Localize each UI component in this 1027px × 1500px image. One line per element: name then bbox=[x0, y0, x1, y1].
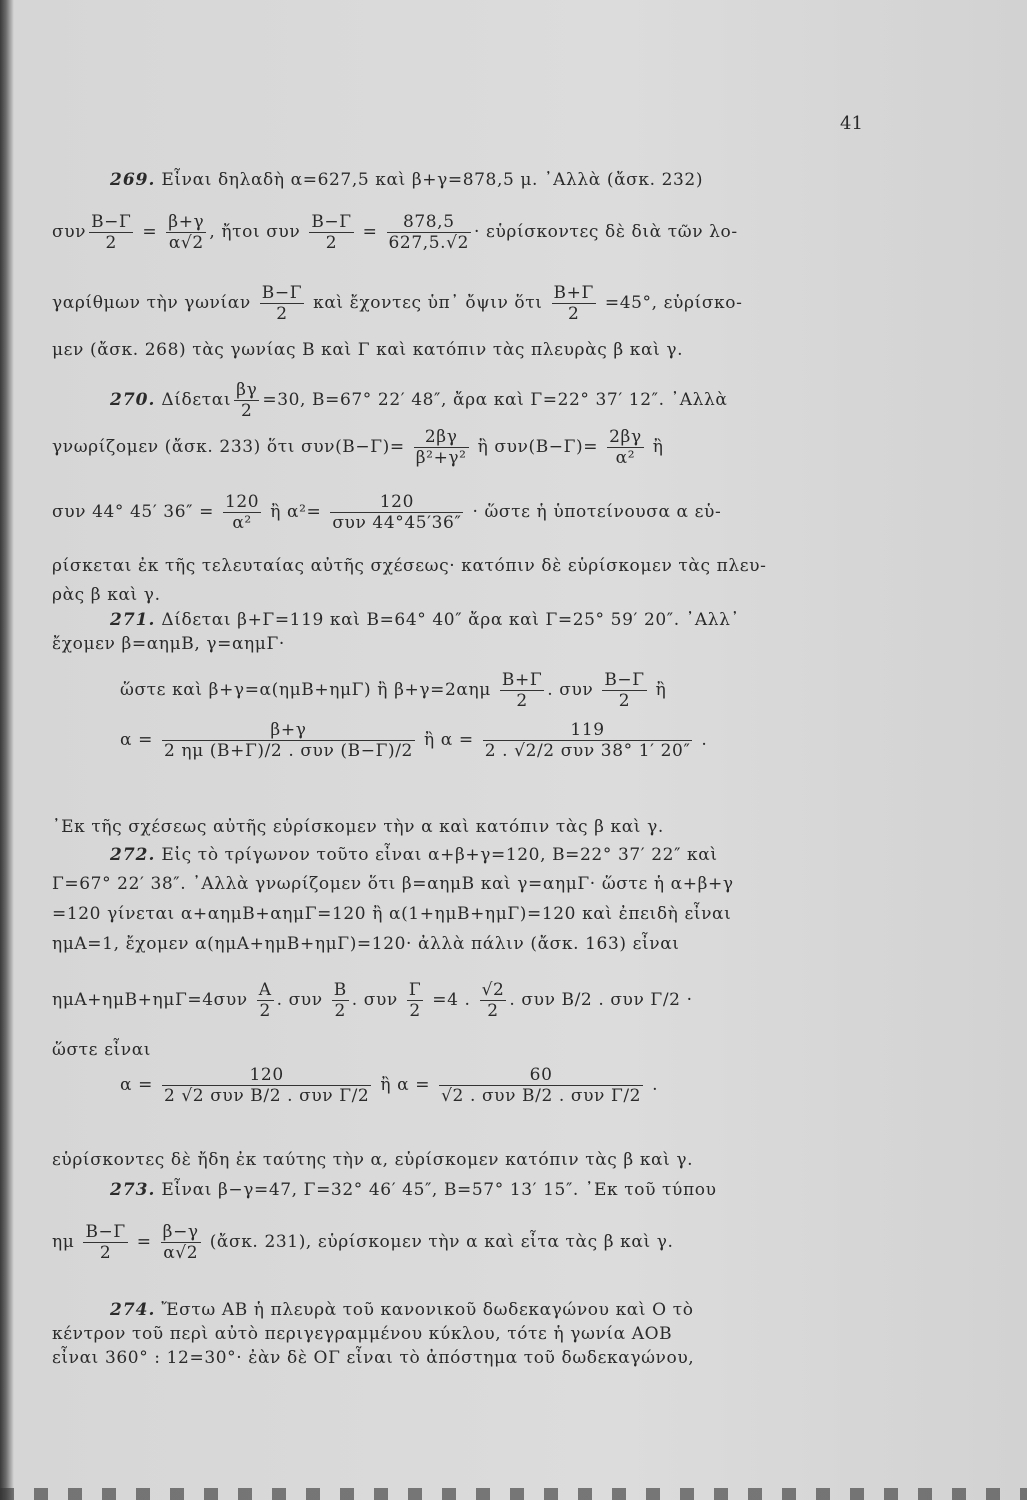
denominator: 2 bbox=[516, 691, 528, 711]
numerator: Β+Γ bbox=[553, 283, 594, 303]
text-line-p273 bbox=[110, 1180, 717, 1200]
fraction bbox=[330, 492, 463, 533]
numerator: Β−Γ bbox=[91, 212, 132, 232]
fraction bbox=[89, 212, 133, 253]
line-text: κέντρον τοῦ περὶ αὐτὸ περιγεγραμμένου κύκλου, τότε ἡ γωνία ΑΟΒ bbox=[52, 1324, 673, 1344]
line-text: = bbox=[136, 222, 164, 242]
line-text: . συν bbox=[547, 680, 600, 700]
fraction bbox=[332, 980, 349, 1021]
fraction bbox=[223, 492, 261, 533]
text-line-l7 bbox=[52, 492, 721, 533]
line-text: = bbox=[130, 1232, 158, 1252]
numerator: Β−Γ bbox=[311, 212, 352, 232]
fraction bbox=[607, 427, 644, 468]
line-text: =45°, εὑρίσκο- bbox=[598, 293, 743, 313]
denominator: 2 ημ (Β+Γ)/2 . συν (Β−Γ)/2 bbox=[163, 741, 413, 761]
numerator: Β−Γ bbox=[261, 283, 303, 303]
fraction bbox=[483, 720, 693, 761]
line-text: . bbox=[695, 730, 708, 750]
text-line-l24 bbox=[52, 1222, 674, 1263]
text-line-l6 bbox=[52, 427, 664, 468]
numerator: β+γ bbox=[168, 212, 205, 232]
line-text: Γ=67° 22′ 38″. ᾿Αλλὰ γνωρίζομεν ὅτι β=αημΒ καὶ γ=αημΓ· ὥστε ἡ α+β+γ bbox=[52, 874, 734, 894]
line-text: α = bbox=[120, 1075, 159, 1095]
line-text: (ἄσκ. 231), εὑρίσκομεν τὴν α καὶ εἶτα τὰς β καὶ γ. bbox=[203, 1232, 674, 1252]
text-line-l4 bbox=[52, 340, 683, 360]
text-line-l16 bbox=[52, 874, 734, 894]
line-text: ρίσκεται ἐκ τῆς τελευταίας αὐτῆς σχέσεως· κατόπιν δὲ εὑρίσκομεν τὰς πλευ- bbox=[52, 556, 767, 576]
numerator: Β bbox=[333, 980, 347, 1000]
numerator: Β−Γ bbox=[604, 670, 645, 690]
text-line-l18 bbox=[52, 934, 680, 954]
line-text: ἔχομεν β=αημΒ, γ=αημΓ· bbox=[52, 634, 285, 654]
line-text: . συν Β/2 . συν Γ/2 · bbox=[509, 990, 693, 1010]
exercise-number: 274. bbox=[110, 1300, 156, 1320]
line-text: ἢ α = bbox=[417, 730, 480, 750]
line-text: μεν (ἄσκ. 268) τὰς γωνίας Β καὶ Γ καὶ κατόπιν τὰς πλευρὰς β καὶ γ. bbox=[52, 340, 684, 360]
fraction bbox=[83, 1222, 127, 1263]
numerator: Α bbox=[258, 980, 272, 1000]
fraction bbox=[552, 283, 596, 324]
exercise-number: 269. bbox=[110, 170, 156, 190]
line-text: Εἶναι δηλαδὴ α=627,5 καὶ β+γ=878,5 μ. ᾿Αλλὰ (ἄσκ. 232) bbox=[155, 170, 704, 190]
line-text: συν 44° 45′ 36″ = bbox=[52, 502, 220, 522]
text-line-l9 bbox=[52, 585, 161, 605]
denominator: β²+γ² bbox=[415, 448, 467, 468]
line-text: . συν bbox=[351, 990, 404, 1010]
numerator: 120 bbox=[224, 492, 260, 512]
text-line-p270 bbox=[110, 380, 727, 421]
text-line-l27 bbox=[52, 1348, 694, 1368]
line-text: ᾿Εκ τῆς σχέσεως αὐτῆς εὑρίσκομεν τὴν α καὶ κατόπιν τὰς β καὶ γ. bbox=[52, 817, 664, 837]
line-text: ημΑ=1, ἔχομεν α(ημΑ+ημΒ+ημΓ)=120· ἀλλὰ πάλιν (ἄσκ. 163) εἶναι bbox=[52, 934, 680, 954]
fraction bbox=[309, 212, 353, 253]
fraction bbox=[387, 212, 472, 253]
text-line-l26 bbox=[52, 1324, 672, 1344]
line-text: Δίδεται β+Γ=119 καὶ Β=64° 40″ ἄρα καὶ Γ=25° 59′ 20″. ᾿Αλλ᾿ bbox=[155, 610, 740, 630]
fraction bbox=[162, 1065, 371, 1106]
denominator: 2 bbox=[487, 1001, 499, 1021]
denominator: 627,5.√2 bbox=[388, 233, 470, 253]
denominator: 2 bbox=[325, 233, 338, 253]
denominator: α√2 bbox=[163, 1243, 199, 1263]
denominator: 2 bbox=[259, 1001, 271, 1021]
line-text: Ἔστω ΑΒ ἡ πλευρὰ τοῦ κανονικοῦ δωδεκαγώνου καὶ Ο τὸ bbox=[155, 1300, 694, 1320]
exercise-number: 273. bbox=[110, 1180, 156, 1200]
line-text: εὑρίσκοντες δὲ ἤδη ἐκ ταύτης τὴν α, εὑρίσκομεν κατόπιν τὰς β καὶ γ. bbox=[52, 1150, 694, 1170]
text-line-l19 bbox=[52, 980, 693, 1021]
numerator: Β−Γ bbox=[85, 1222, 126, 1242]
text-line-l17 bbox=[52, 904, 731, 924]
line-text: εἶναι 360° : 12=30°· ἐὰν δὲ ΟΓ εἶναι τὸ ἀπόστημα τοῦ δωδεκαγώνου, bbox=[52, 1348, 695, 1368]
fraction bbox=[260, 283, 304, 324]
line-text: , ἤτοι συν bbox=[209, 222, 307, 242]
fraction bbox=[602, 670, 646, 711]
denominator: 2 bbox=[409, 1001, 421, 1021]
numerator: √2 bbox=[481, 980, 505, 1000]
line-text: =120 γίνεται α+αημΒ+αημΓ=120 ἢ α(1+ημΒ+ημΓ)=120 καὶ ἐπειδὴ εἶναι bbox=[52, 904, 732, 924]
denominator: 2 bbox=[618, 691, 631, 711]
fraction bbox=[166, 212, 206, 253]
text-line-l8 bbox=[52, 556, 766, 576]
text-line-p274 bbox=[110, 1300, 694, 1320]
numerator: βγ bbox=[236, 380, 258, 400]
line-text: ἢ α = bbox=[374, 1075, 437, 1095]
text-line-p271 bbox=[110, 610, 740, 630]
numerator: 120 bbox=[162, 1065, 371, 1086]
numerator: 119 bbox=[483, 720, 693, 741]
numerator: β−γ bbox=[162, 1222, 199, 1242]
denominator: 2 bbox=[567, 304, 580, 324]
fraction bbox=[480, 980, 507, 1021]
numerator: Β+Γ bbox=[501, 670, 543, 690]
fraction bbox=[414, 427, 469, 468]
denominator: 2 bbox=[241, 401, 253, 421]
line-text: . συν bbox=[276, 990, 329, 1010]
numerator: β+γ bbox=[162, 720, 415, 741]
text-line-l14 bbox=[52, 817, 664, 837]
fraction bbox=[257, 980, 274, 1021]
denominator: α² bbox=[232, 513, 252, 533]
line-text: ἢ α²= bbox=[264, 502, 328, 522]
text-line-l3 bbox=[52, 283, 742, 324]
fraction bbox=[407, 980, 423, 1021]
fraction bbox=[439, 1065, 643, 1106]
line-text: ὥστε καὶ β+γ=α(ημΒ+ημΓ) ἢ β+γ=2αημ bbox=[120, 680, 497, 700]
exercise-number: 272. bbox=[110, 845, 156, 865]
numerator: 2βγ bbox=[609, 427, 642, 447]
denominator: 2 bbox=[105, 233, 117, 253]
denominator: 2 . √2/2 συν 38° 1′ 20″ bbox=[484, 741, 691, 761]
line-text: ημ bbox=[52, 1232, 81, 1252]
text-line-l22 bbox=[52, 1150, 693, 1170]
line-text: ἢ συν(Β−Γ)= bbox=[471, 437, 605, 457]
line-text: Εἶναι β−γ=47, Γ=32° 46′ 45″, Β=57° 13′ 15″. ᾿Εκ τοῦ τύπου bbox=[155, 1180, 717, 1200]
text-line-p272 bbox=[110, 845, 718, 865]
line-text: γαρίθμων τὴν γωνίαν bbox=[52, 293, 257, 313]
text-line-p269 bbox=[110, 170, 703, 190]
line-text: Δίδεται bbox=[155, 390, 232, 410]
fraction bbox=[162, 720, 415, 761]
denominator: α² bbox=[615, 448, 636, 468]
denominator: 2 bbox=[276, 304, 288, 324]
line-text: ρὰς β καὶ γ. bbox=[52, 585, 161, 605]
numerator: 2βγ bbox=[414, 427, 469, 448]
denominator: 2 bbox=[334, 1001, 346, 1021]
text-line-l13 bbox=[120, 720, 707, 761]
numerator: 878,5 bbox=[387, 212, 472, 233]
page-number: 41 bbox=[840, 113, 863, 134]
text-line-l11 bbox=[52, 634, 285, 654]
exercise-number: 270. bbox=[110, 390, 156, 410]
bottom-edge-marks bbox=[0, 1488, 1027, 1500]
line-text: =30, Β=67° 22′ 48″, ἄρα καὶ Γ=22° 37′ 12″. ᾿Αλλὰ bbox=[262, 390, 728, 410]
denominator: α√2 bbox=[168, 233, 204, 253]
line-text: ἢ bbox=[646, 437, 664, 457]
line-text: ἢ bbox=[649, 680, 667, 700]
text-line-l12 bbox=[120, 670, 666, 711]
line-text: συν bbox=[52, 222, 87, 242]
text-line-l20 bbox=[52, 1040, 151, 1060]
fraction bbox=[500, 670, 544, 711]
line-text: =4 . bbox=[426, 990, 477, 1010]
line-text: ημΑ+ημΒ+ημΓ=4συν bbox=[52, 990, 254, 1010]
exercise-number: 271. bbox=[110, 610, 156, 630]
line-text: γνωρίζομεν (ἄσκ. 233) ὅτι συν(Β−Γ)= bbox=[52, 437, 411, 457]
line-text: = bbox=[356, 222, 384, 242]
line-text: Εἰς τὸ τρίγωνον τοῦτο εἶναι α+β+γ=120, Β=22° 37′ 22″ καὶ bbox=[155, 845, 718, 865]
fraction bbox=[234, 380, 259, 421]
numerator: Γ bbox=[408, 980, 422, 1000]
numerator: 60 bbox=[439, 1065, 643, 1086]
line-text: α = bbox=[120, 730, 159, 750]
text-line-l2 bbox=[52, 212, 738, 253]
line-text: . bbox=[646, 1075, 659, 1095]
line-text: · ὥστε ἡ ὑποτείνουσα α εὑ- bbox=[466, 502, 722, 522]
denominator: 2 √2 συν Β/2 . συν Γ/2 bbox=[163, 1086, 370, 1106]
denominator: √2 . συν Β/2 . συν Γ/2 bbox=[441, 1086, 642, 1106]
denominator: συν 44°45′36″ bbox=[332, 513, 462, 533]
line-text: · εὑρίσκοντες δὲ διὰ τῶν λο- bbox=[474, 222, 738, 242]
line-text: καὶ ἔχοντες ὑπ᾿ ὄψιν ὅτι bbox=[307, 293, 549, 313]
denominator: 2 bbox=[99, 1243, 112, 1263]
text-line-l21 bbox=[120, 1065, 658, 1106]
fraction bbox=[161, 1222, 201, 1263]
line-text: ὥστε εἶναι bbox=[52, 1040, 152, 1060]
numerator: 120 bbox=[330, 492, 463, 513]
